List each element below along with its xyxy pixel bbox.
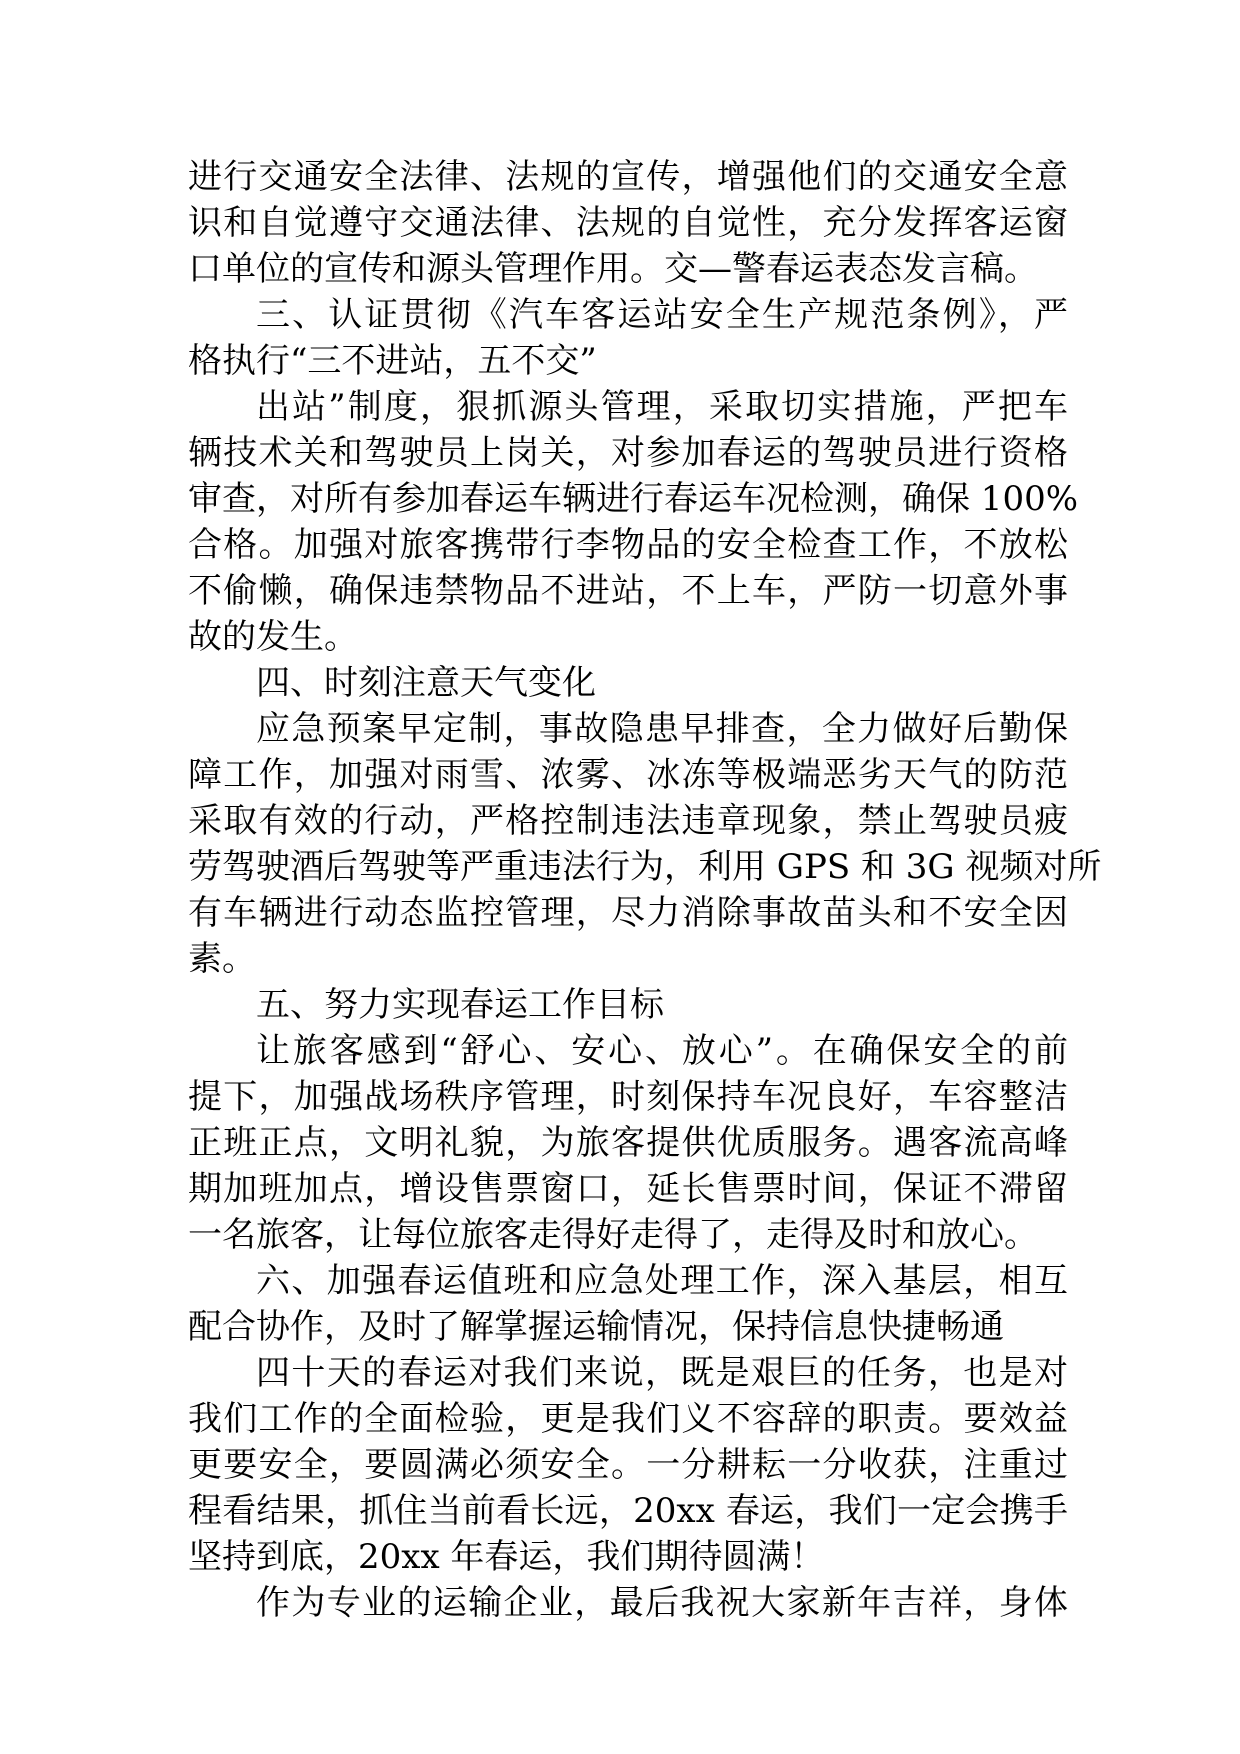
text-line: 识和自觉遵守交通法律、法规的自觉性，充分发挥客运窗 xyxy=(188,203,1068,243)
text-line: 障工作，加强对雨雪、浓雾、冰冻等极端恶劣天气的防范 xyxy=(188,755,1068,795)
text-line: 有车辆进行动态监控管理，尽力消除事故苗头和不安全因 xyxy=(188,893,1068,933)
text-line: 让旅客感到“舒心、安心、放心”。在确保安全的前 xyxy=(256,1031,1068,1071)
text-line: 配合协作，及时了解掌握运输情况，保持信息快捷畅通 xyxy=(188,1307,1004,1347)
text-line: 故的发生。 xyxy=(188,617,358,657)
text-line: 劳驾驶酒后驾驶等严重违法行为，利用 GPS 和 3G 视频对所 xyxy=(188,847,1102,887)
body-text xyxy=(188,154,1102,1626)
text-line: 素。 xyxy=(188,939,256,979)
text-line: 出站”制度，狠抓源头管理，采取切实措施，严把车 xyxy=(256,387,1068,427)
text-line: 更要安全，要圆满必须安全。一分耕耘一分收获，注重过 xyxy=(188,1445,1068,1485)
text-line: 作为专业的运输企业，最后我祝大家新年吉祥，身体 xyxy=(256,1583,1068,1623)
text-line: 坚持到底，20xx 年春运，我们期待圆满！ xyxy=(188,1537,825,1577)
text-line: 应急预案早定制，事故隐患早排查，全力做好后勤保 xyxy=(256,709,1068,749)
section-heading-3: 三、认证贯彻《汽车客运站安全生产规范条例》，严 xyxy=(256,295,1068,335)
section-heading-5: 五、努力实现春运工作目标 xyxy=(256,985,664,1025)
text-line: 合格。加强对旅客携带行李物品的安全检查工作，不放松 xyxy=(188,525,1068,565)
text-line: 期加班加点，增设售票窗口，延长售票时间，保证不滞留 xyxy=(188,1169,1068,1209)
text-line: 进行交通安全法律、法规的宣传，增强他们的交通安全意 xyxy=(188,157,1068,197)
text-line: 审查，对所有参加春运车辆进行春运车况检测，确保 100% xyxy=(188,479,1079,519)
text-line: 口单位的宣传和源头管理作用。交—警春运表态发言稿。 xyxy=(188,249,1038,289)
text-line: 格执行“三不进站，五不交” xyxy=(188,341,597,381)
section-heading-6: 六、加强春运值班和应急处理工作，深入基层，相互 xyxy=(256,1261,1068,1301)
text-line: 辆技术关和驾驶员上岗关，对参加春运的驾驶员进行资格 xyxy=(188,433,1068,473)
text-line: 不偷懒，确保违禁物品不进站，不上车，严防一切意外事 xyxy=(188,571,1068,611)
text-line: 我们工作的全面检验，更是我们义不容辞的职责。要效益 xyxy=(188,1399,1068,1439)
section-heading-4: 四、时刻注意天气变化 xyxy=(256,663,596,703)
text-line: 采取有效的行动，严格控制违法违章现象，禁止驾驶员疲 xyxy=(188,801,1068,841)
text-line: 提下，加强战场秩序管理，时刻保持车况良好，车容整洁 xyxy=(188,1077,1068,1117)
text-line: 正班正点，文明礼貌，为旅客提供优质服务。遇客流高峰 xyxy=(188,1123,1068,1163)
text-line: 程看结果，抓住当前看长远，20xx 春运，我们一定会携手 xyxy=(188,1491,1068,1531)
text-line: 四十天的春运对我们来说，既是艰巨的任务，也是对 xyxy=(256,1353,1068,1393)
text-line: 一名旅客，让每位旅客走得好走得了，走得及时和放心。 xyxy=(188,1215,1038,1255)
